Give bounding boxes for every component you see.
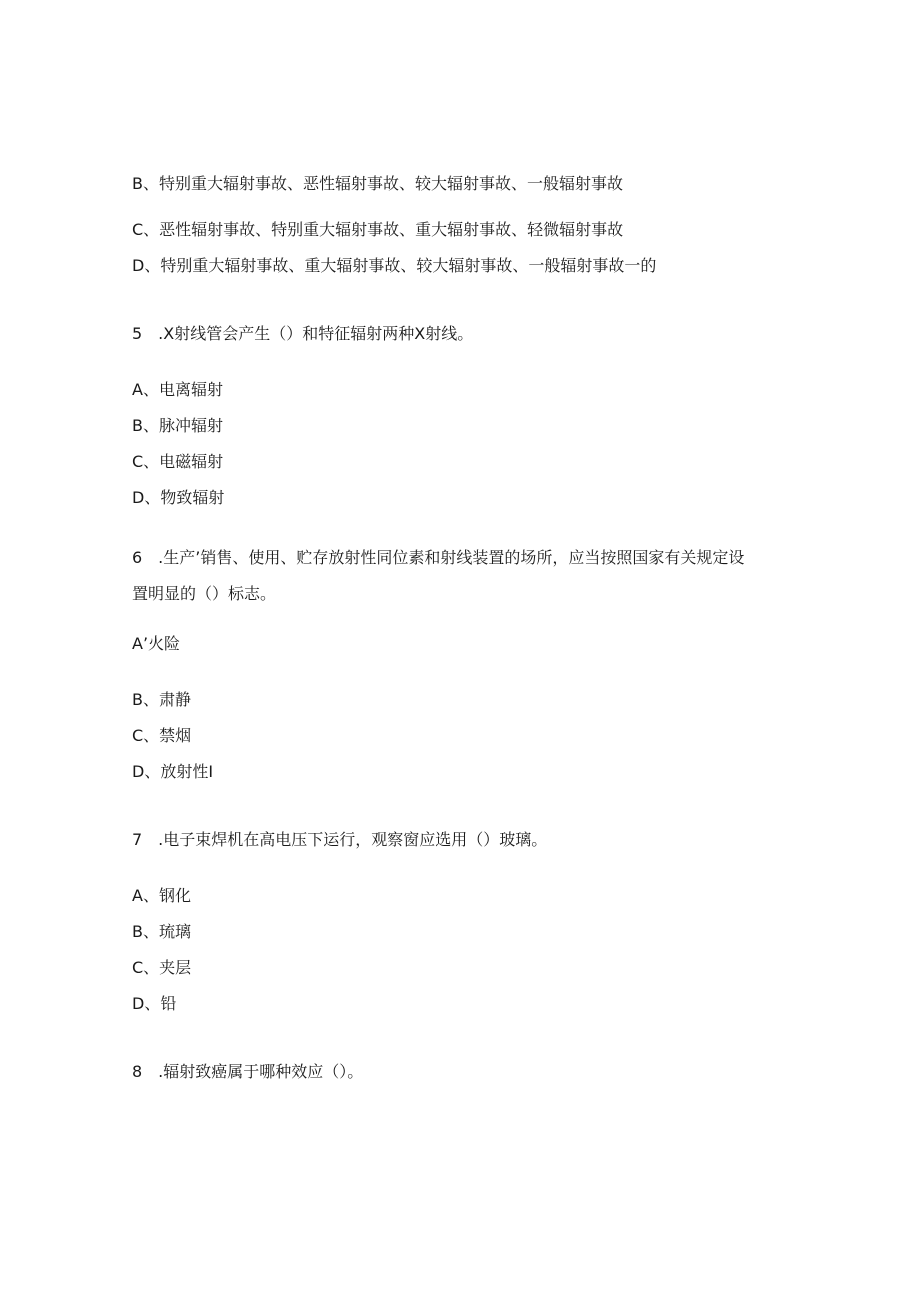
q8-question: 8 .辐射致癌属于哪种效应（）。 — [132, 1062, 364, 1081]
q4-option-c: C、恶性辐射事故、特别重大辐射事故、重大辐射事故、轻微辐射事故 — [132, 220, 624, 239]
q4-option-d: D、特别重大辐射事故、重大辐射事故、较大辐射事故、一般辐射事故一的 — [132, 256, 657, 275]
q7-option-a: A、钢化 — [132, 886, 191, 905]
q6-question-line-1: 6 .生产’销售、使用、贮存放射性同位素和射线装置的场所，应当按照国家有关规定设 — [132, 548, 745, 567]
q6-question-line-2: 置明显的（）标志。 — [132, 584, 277, 603]
q7-option-b: B、琉璃 — [132, 922, 191, 941]
q7-option-d: D、铅 — [132, 994, 177, 1013]
q7-question: 7 .电子束焊机在高电压下运行，观察窗应选用（）玻璃。 — [132, 830, 548, 849]
q5-question: 5 .X射线管会产生（）和特征辐射两种X射线。 — [132, 324, 474, 343]
q5-option-d: D、物致辐射 — [132, 488, 225, 507]
q5-option-b: B、脉冲辐射 — [132, 416, 223, 435]
q6-option-b: B、肃静 — [132, 690, 191, 709]
q7-option-c: C、夹层 — [132, 958, 192, 977]
q4-option-b: B、特别重大辐射事故、恶性辐射事故、较大辐射事故、一般辐射事故 — [132, 174, 623, 193]
q6-option-c: C、禁烟 — [132, 726, 192, 745]
q6-option-a: A’火险 — [132, 634, 181, 653]
q5-option-a: A、电离辐射 — [132, 380, 223, 399]
q6-option-d: D、放射性I — [132, 762, 214, 781]
q5-option-c: C、电磁辐射 — [132, 452, 224, 471]
